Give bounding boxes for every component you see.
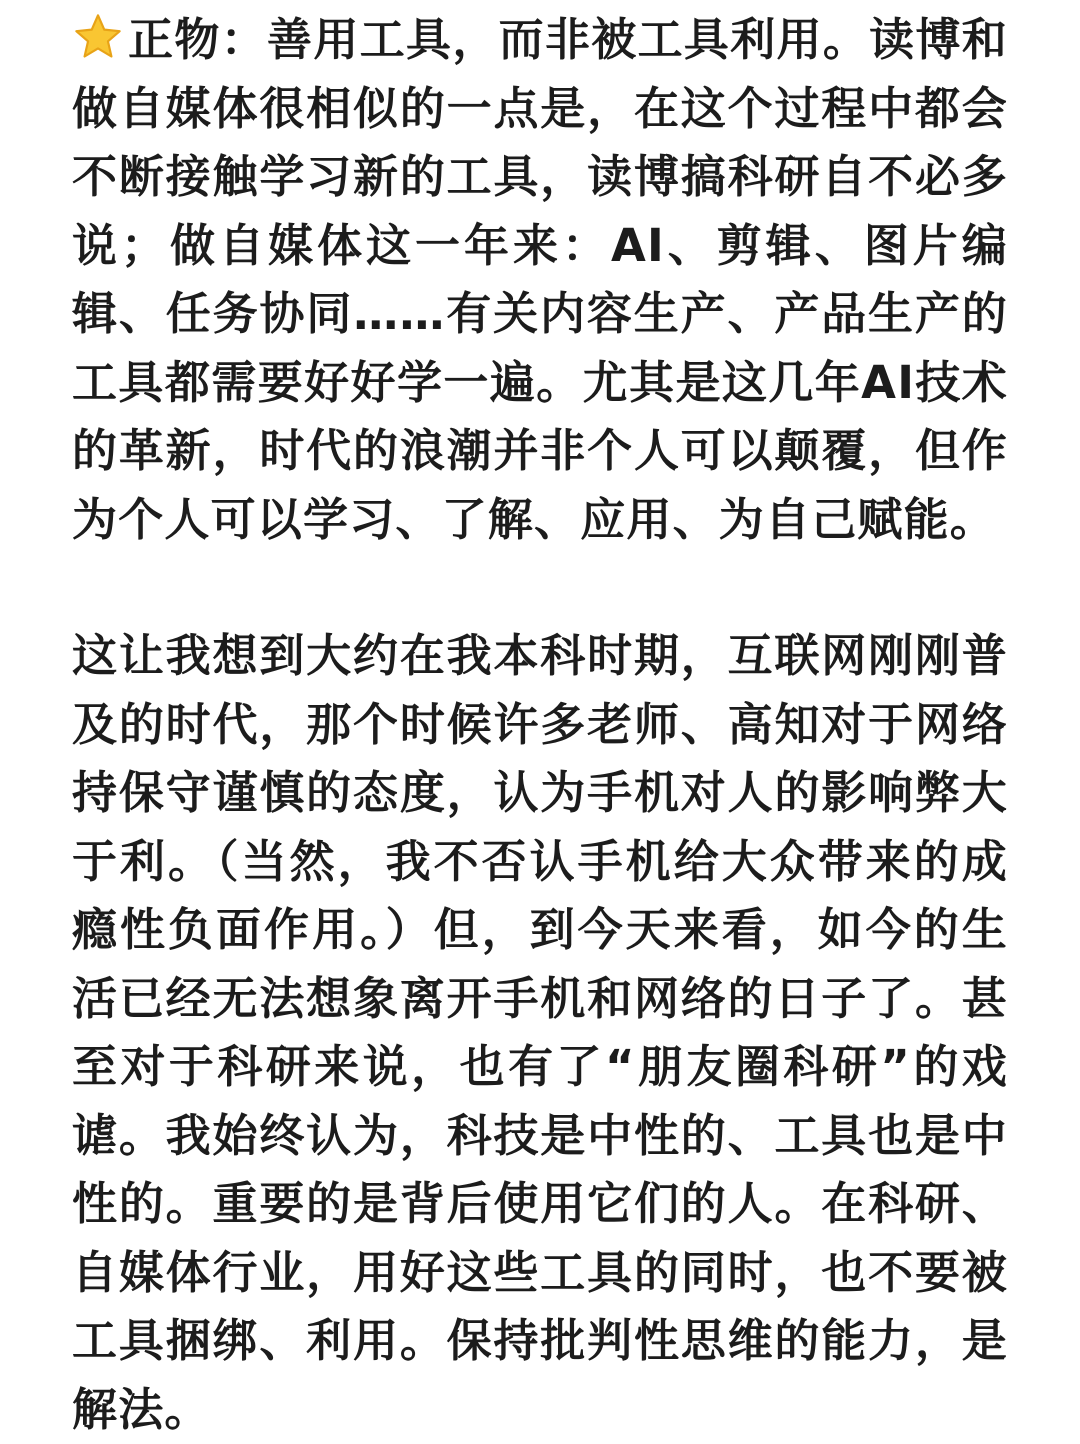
paragraph-2-text: 这让我想到大约在我本科时期，互联网刚刚普及的时代，那个时候许多老师、高知对于网络持保守谨慎的态度，认为手机对人的影响弊大于利。（当然，我不否认手机给大众带来的成瘾性负面作用。）但，到今天来看，如今的生活已经无法想象离开手机和网络的日子了。甚至对于科研来说，也有了“朋友圈科研”的戏谑。我始终认为，科技是中性的、工具也是中性的。重要的是背后使用它们的人。在科研、自媒体行业，用好这些工具的同时，也不要被工具捆绑、利用。保持批判性思维的能力，是解法。 xyxy=(72,629,1008,1436)
paragraph-1-text: 正物：善用工具，而非被工具利用。读博和做自媒体很相似的一点是，在这个过程中都会不断接触学习新的工具，读博搞科研自不必多说；做自媒体这一年来：AI、剪辑、图片编辑、任务协同……有关内容生产、产品生产的工具都需要好好学一遍。尤其是这几年AI技术的革新，时代的浪潮并非个人可以颠覆，但作为个人可以学习、了解、应用、为自己赋能。 xyxy=(72,13,1008,546)
paragraph-1 xyxy=(72,6,1008,554)
paragraph-2 xyxy=(72,622,1008,1444)
article-body xyxy=(72,6,1008,1444)
star-icon xyxy=(72,11,124,63)
